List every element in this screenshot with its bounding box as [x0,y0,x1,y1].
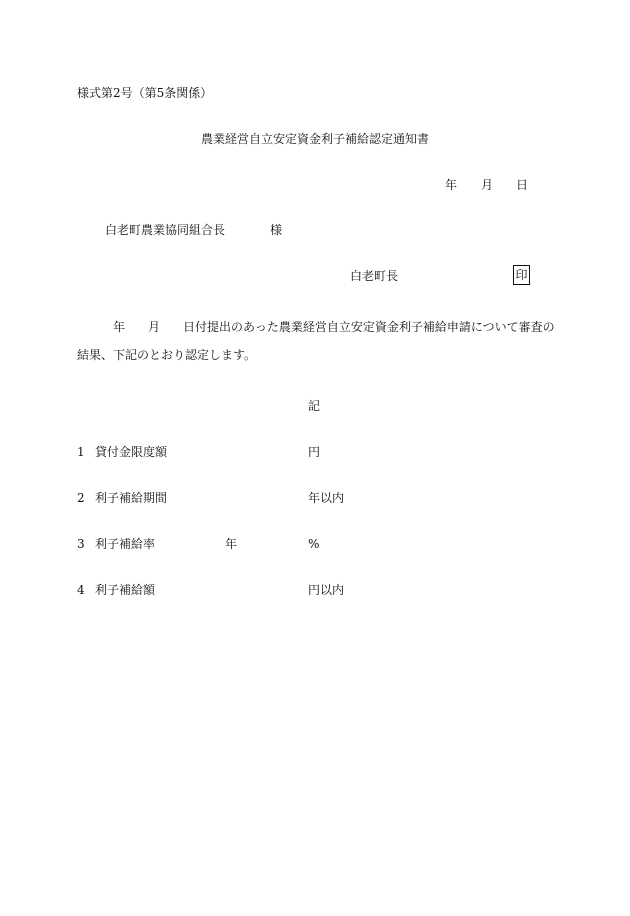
body-month-label: 月 [148,320,161,334]
item-unit-subsidy-period: 年以内 [308,491,345,505]
item-unit-subsidy-rate: % [308,537,320,551]
item-label-loan-limit: 貸付金限度額 [95,445,168,459]
body-year-label: 年 [113,320,126,334]
recipient-honorific: 様 [270,223,283,237]
item-middle-subsidy-rate: 年 [225,537,238,551]
item-label-subsidy-period: 利子補給期間 [95,491,168,505]
item-unit-loan-limit: 円 [308,445,321,459]
recipient-name: 白老町農業協同組合長 [105,223,226,237]
body-text-line-1: 日付提出のあった農業経営自立安定資金利子補給申請について審査の [183,320,555,334]
issuer-name: 白老町長 [350,269,399,283]
item-label-subsidy-rate: 利子補給率 [95,537,156,551]
ki-heading: 記 [308,399,321,413]
document-title: 農業経営自立安定資金利子補給認定通知書 [201,132,430,146]
item-number: 3 [77,537,85,551]
form-number-label: 様式第2号（第5条関係） [77,86,213,100]
body-text-line-2: 結果、下記のとおり認定します。 [77,348,257,362]
date-month-label: 月 [481,178,494,192]
item-number: 1 [77,445,85,459]
item-number: 2 [77,491,85,505]
date-day-label: 日 [516,178,529,192]
item-label-subsidy-amount: 利子補給額 [95,583,156,597]
item-unit-subsidy-amount: 円以内 [308,583,345,597]
date-year-label: 年 [445,178,458,192]
item-number: 4 [77,583,85,597]
seal-stamp-box: 印 [513,265,530,285]
